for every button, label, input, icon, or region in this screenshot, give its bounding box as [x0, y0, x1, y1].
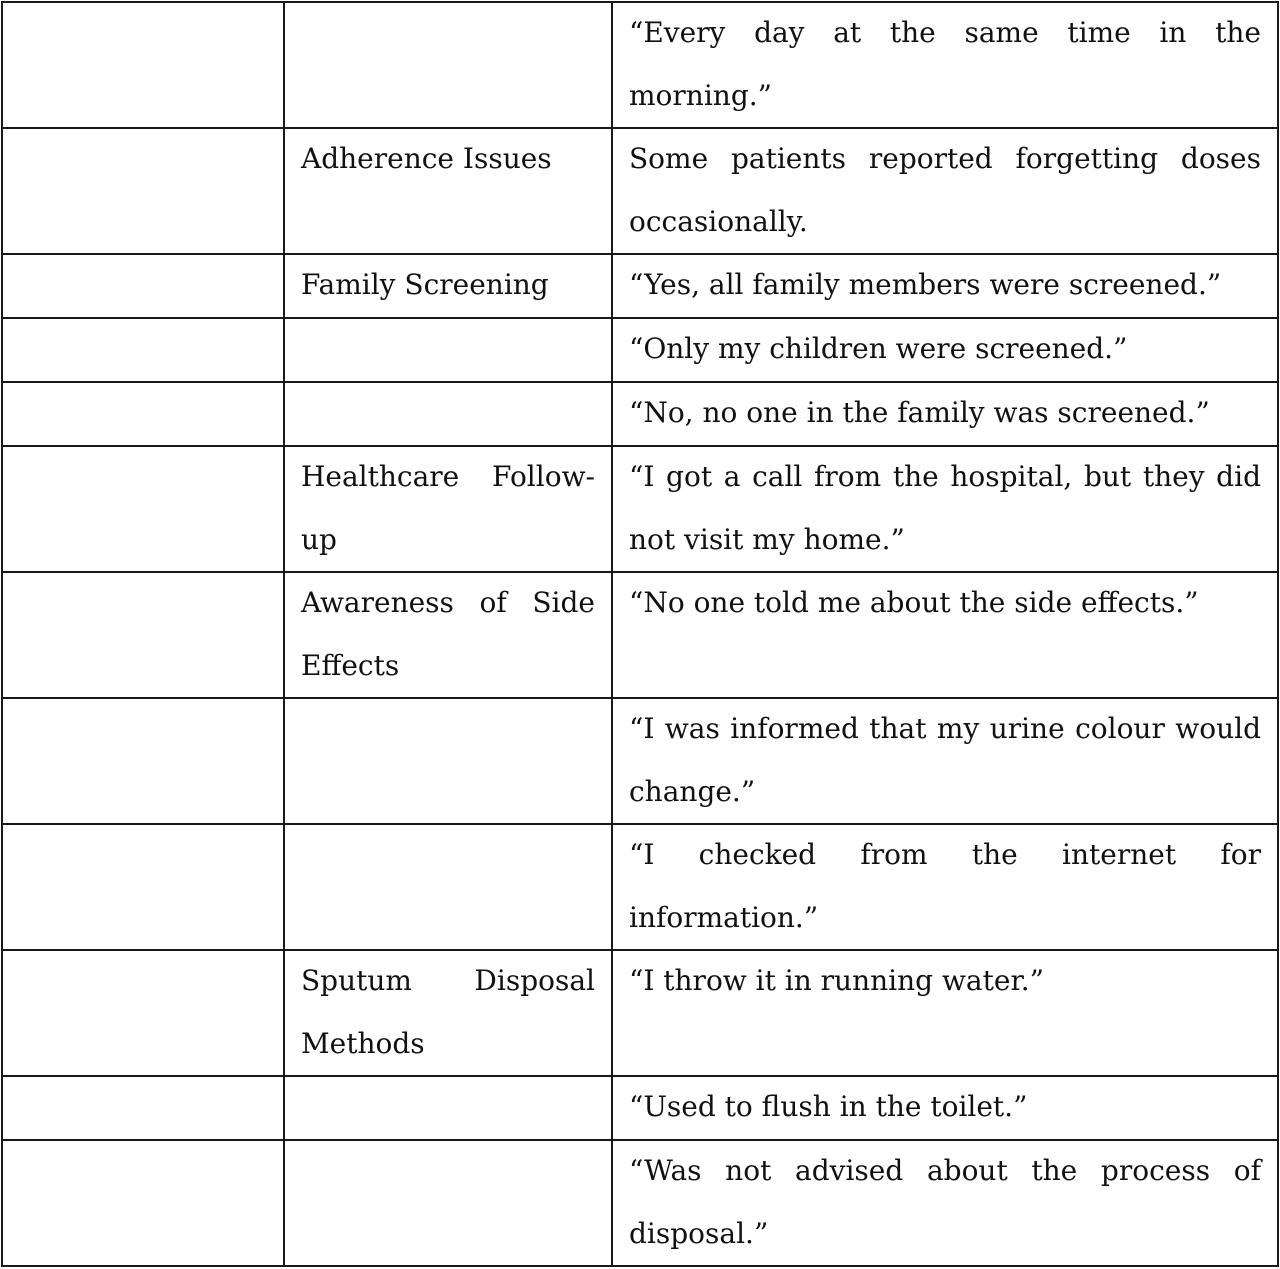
participant-quote: “I got a call from the hospital, but they did not visit my home.”	[629, 460, 1261, 556]
table-cell-col1	[2, 254, 284, 318]
theme-label: Adherence Issues	[301, 142, 552, 175]
table-row	[2, 698, 1278, 824]
table-row	[2, 254, 1278, 318]
participant-quote: “I throw it in running water.”	[629, 964, 1044, 997]
table-cell-col2	[284, 698, 612, 824]
table-cell-col3	[612, 318, 1278, 382]
table-cell-col3	[612, 572, 1278, 698]
table-cell-col3	[612, 382, 1278, 446]
table-cell-col3	[612, 254, 1278, 318]
table-cell-col2	[284, 572, 612, 698]
table-cell-col3	[612, 1140, 1278, 1266]
table-row	[2, 318, 1278, 382]
table-cell-col2	[284, 824, 612, 950]
table-cell-col1	[2, 1076, 284, 1140]
table-cell-col2	[284, 318, 612, 382]
table-cell-col3	[612, 824, 1278, 950]
participant-quote: “Every day at the same time in the morning.”	[629, 16, 1261, 112]
participant-quote: “Only my children were screened.”	[629, 332, 1128, 365]
table-cell-col2	[284, 1076, 612, 1140]
participant-quote: “No one told me about the side effects.”	[629, 586, 1199, 619]
table-row	[2, 446, 1278, 572]
table-cell-col3	[612, 698, 1278, 824]
participant-quote: Some patients reported forgetting doses occasionally.	[629, 142, 1261, 238]
table-row	[2, 1140, 1278, 1266]
table-cell-col2	[284, 382, 612, 446]
table-cell-col1	[2, 382, 284, 446]
table-cell-col1	[2, 128, 284, 254]
table-cell-col3	[612, 2, 1278, 128]
table-cell-col1	[2, 950, 284, 1076]
table-cell-col2	[284, 254, 612, 318]
table-row	[2, 128, 1278, 254]
table-cell-col3	[612, 1076, 1278, 1140]
theme-label: Healthcare Follow-up	[301, 460, 595, 556]
participant-quote: “Was not advised about the process of disposal.”	[629, 1154, 1261, 1250]
table-cell-col1	[2, 1140, 284, 1266]
table-cell-col2	[284, 2, 612, 128]
participant-quote: “No, no one in the family was screened.”	[629, 396, 1210, 429]
table-cell-col1	[2, 572, 284, 698]
table-cell-col1	[2, 824, 284, 950]
table-cell-col1	[2, 318, 284, 382]
table-cell-col2	[284, 128, 612, 254]
table-row	[2, 950, 1278, 1076]
table-row	[2, 824, 1278, 950]
theme-label: Awareness of Side Effects	[301, 586, 595, 682]
table-cell-col1	[2, 698, 284, 824]
participant-quote: “Used to flush in the toilet.”	[629, 1090, 1028, 1123]
table-row	[2, 1076, 1278, 1140]
table-row	[2, 2, 1278, 128]
table-row	[2, 572, 1278, 698]
table-cell-col3	[612, 128, 1278, 254]
table-cell-col1	[2, 2, 284, 128]
participant-quote: “Yes, all family members were screened.”	[629, 268, 1222, 301]
qualitative-findings-table	[1, 1, 1279, 1267]
theme-label: Family Screening	[301, 268, 549, 301]
table-cell-col2	[284, 446, 612, 572]
table-cell-col2	[284, 1140, 612, 1266]
participant-quote: “I checked from the internet for information.”	[629, 838, 1261, 934]
table-body	[2, 2, 1278, 1266]
table-cell-col1	[2, 446, 284, 572]
table-cell-col3	[612, 950, 1278, 1076]
table-row	[2, 382, 1278, 446]
table-cell-col2	[284, 950, 612, 1076]
theme-label: Sputum Disposal Methods	[301, 964, 595, 1060]
participant-quote: “I was informed that my urine colour would change.”	[629, 712, 1261, 808]
table-cell-col3	[612, 446, 1278, 572]
